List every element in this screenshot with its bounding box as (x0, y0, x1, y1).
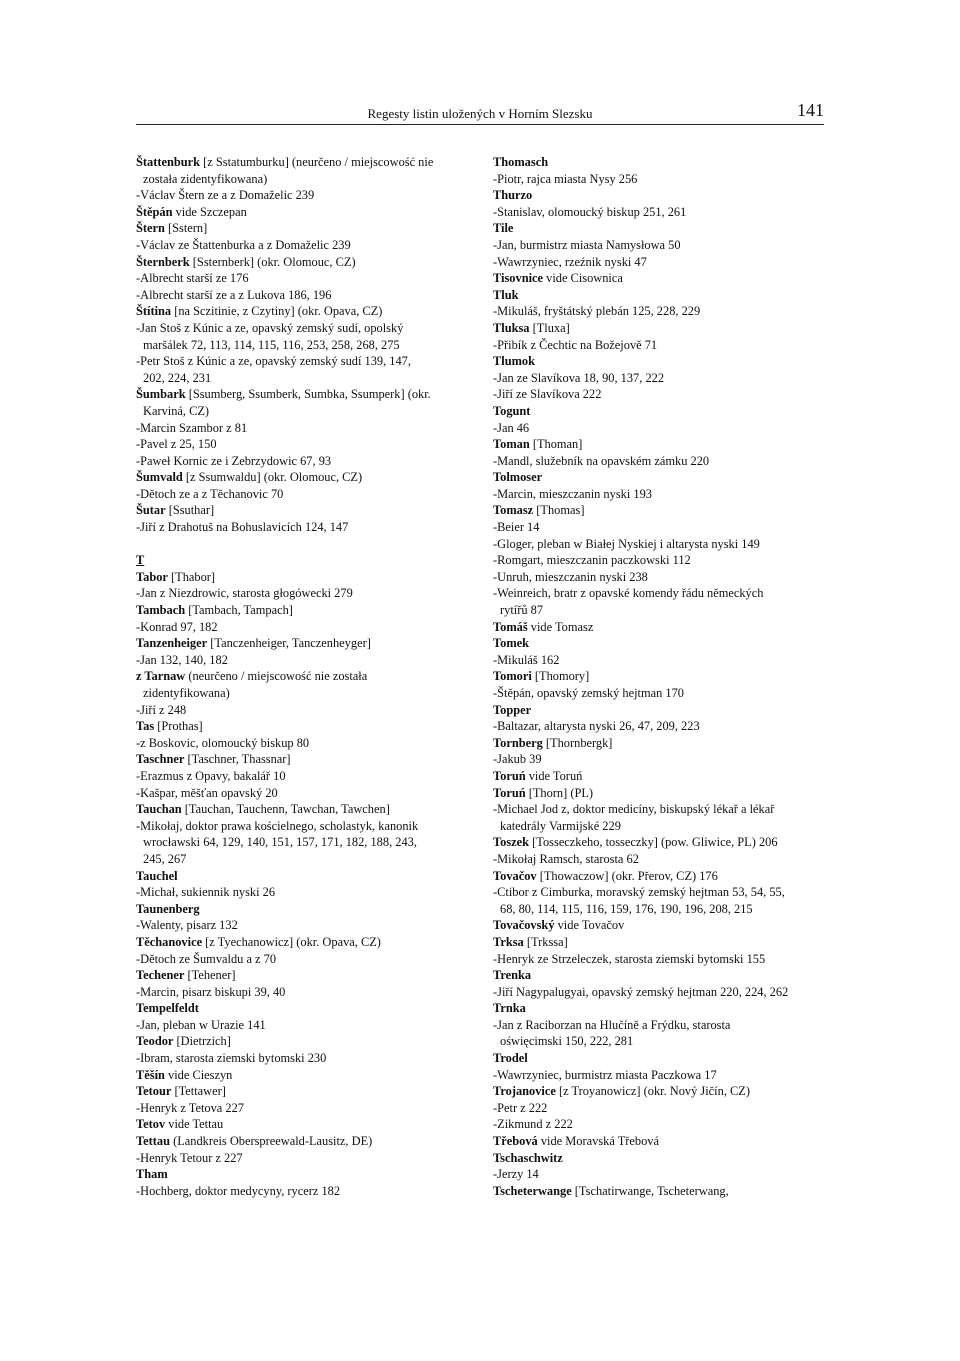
entry-text: -Jan z Raciborzan na Hlučíně a Frýdku, starosta (493, 1017, 731, 1032)
entry-text: [Prothas] (154, 719, 203, 734)
index-entry-heading-line (493, 220, 827, 237)
entry-text: -Erazmus z Opavy, bakalář 10 (136, 768, 286, 783)
index-entry-line (493, 585, 827, 602)
entry-text: vide Cieszyn (164, 1067, 233, 1082)
index-entry-line (493, 337, 827, 354)
index-entry-line (136, 403, 476, 420)
index-entry-line (493, 519, 827, 536)
headword: Tscheterwange (493, 1183, 572, 1198)
entry-text: [z Tyechanowicz] (okr. Opava, CZ) (202, 934, 381, 949)
headword: Těšín (136, 1067, 165, 1082)
entry-text: -Mikołaj Ramsch, starosta 62 (493, 851, 639, 866)
index-entry-heading-line (136, 569, 476, 586)
headword: Tomori (493, 669, 532, 684)
index-entry-line (136, 320, 476, 337)
index-entry-heading-line (136, 1133, 476, 1150)
index-entry-heading-line (493, 469, 827, 486)
entry-text: -Zikmund z 222 (493, 1117, 573, 1132)
entry-text: [Tettawer] (171, 1084, 226, 1099)
entry-text: vide Tomasz (527, 619, 594, 634)
index-entry-line (136, 486, 476, 503)
entry-text: -Mandl, služebník na opavském zámku 220 (493, 453, 710, 468)
entry-text: -Přibík z Čechtic na Božejově 71 (493, 337, 658, 352)
entry-text: [Ssumberg, Ssumberk, Sumbka, Ssumperk] (okr. (185, 387, 431, 402)
entry-text: [z Sstatumburku] (neurčeno / miejscowość nie (200, 155, 434, 169)
index-entry-line (493, 171, 827, 188)
entry-text: -Romgart, mieszczanin paczkowski 112 (493, 553, 691, 568)
entry-text: -Wawrzyniec, burmistrz miasta Paczkowa 17 (493, 1067, 717, 1082)
index-entry-line (136, 735, 476, 752)
index-entry-line (136, 834, 476, 851)
entry-text: vide Tovačov (554, 918, 625, 933)
headword: Štítina (136, 304, 172, 319)
headword: Techener (136, 968, 185, 983)
index-entry-line (493, 884, 827, 901)
headword: Tornberg (493, 735, 543, 750)
headword: Trnka (493, 1001, 526, 1016)
entry-text: -Jiří z 248 (136, 702, 187, 717)
index-entry-heading-line (136, 1067, 476, 1084)
index-entry-line (136, 337, 476, 354)
entry-text: -Jan Stoš z Kúnic a ze, opavský zemský sudí, opolský (136, 320, 404, 335)
entry-text: -Henryk z Tetova 227 (136, 1100, 244, 1115)
index-entry-heading-line (493, 1083, 827, 1100)
entry-text: -Václav ze Štattenburka a z Domaželic 239 (136, 237, 351, 252)
page-number: 141 (797, 100, 824, 120)
index-entry-line (136, 768, 476, 785)
headword: Tauchan (136, 802, 182, 817)
index-entry-line (493, 652, 827, 669)
headword: Tempelfeldt (136, 1001, 199, 1016)
entry-text: -Dětoch ze Šumvaldu a z 70 (136, 951, 277, 966)
index-entry-heading-line (493, 1050, 827, 1067)
index-entry-line (493, 569, 827, 586)
entry-text: [Dietrzich] (173, 1034, 231, 1049)
entry-text: -Jan ze Slavíkova 18, 90, 137, 222 (493, 370, 665, 385)
index-entry-line (136, 917, 476, 934)
entry-text: [Tambach, Tampach] (185, 603, 293, 618)
entry-text: [Tschatirwange, Tscheterwang, (571, 1183, 729, 1198)
headword: Tabor (136, 569, 168, 584)
entry-text: -Jan 132, 140, 182 (136, 652, 228, 667)
index-entry-heading-line (136, 1083, 476, 1100)
entry-text: -Hochberg, doktor medycyny, rycerz 182 (136, 1183, 341, 1198)
entry-text: [Thornbergk] (542, 735, 613, 750)
entry-text: (neurčeno / miejscowość nie została (185, 669, 368, 684)
headword: Toman (493, 437, 530, 452)
entry-text: -Petr Stoš z Kúnic a ze, opavský zemský sudí 139, 147, (136, 354, 411, 369)
index-entry-heading-line (493, 967, 827, 984)
index-entry-line (136, 652, 476, 669)
entry-text: -Petr z 222 (493, 1100, 548, 1115)
entry-text: -Paweł Kornic ze i Zebrzydowic 67, 93 (136, 453, 332, 468)
index-entry-heading-line (493, 768, 827, 785)
index-entry-heading-line (136, 801, 476, 818)
entry-text: -Jerzy 14 (493, 1167, 539, 1182)
index-entry-line (493, 901, 827, 918)
entry-text: -Michael Jod z, doktor medicíny, biskupský lékař a lékař (493, 802, 775, 817)
index-entry-line (136, 884, 476, 901)
entry-text: [Ssuthar] (165, 503, 215, 518)
entry-text: -Jiří Nagypalugyai, opavský zemský hejtman 220, 224, 262 (493, 984, 789, 999)
headword: Tomáš (493, 619, 528, 634)
entry-text: [Tauchan, Tauchenn, Tawchan, Tawchen] (181, 802, 390, 817)
blank-line (136, 536, 476, 553)
entry-text: [Thomory] (531, 669, 590, 684)
index-entry-line (493, 951, 827, 968)
entry-text: -Mikuláš, fryštátský plebán 125, 228, 229 (493, 304, 701, 319)
entry-text: -Jan z Niezdrowic, starosta głogówecki 279 (136, 586, 353, 601)
index-entry-line (493, 303, 827, 320)
entry-text: 245, 267 (143, 851, 187, 866)
index-entry-heading-line (136, 154, 476, 171)
index-entry-line (136, 1150, 476, 1167)
entry-text: wrocławski 64, 129, 140, 151, 157, 171, 182, 188, 243, (143, 835, 417, 850)
headword: Trodel (493, 1051, 528, 1066)
index-entry-heading-line (136, 254, 476, 271)
entry-text: -Baltazar, altarysta nyski 26, 47, 209, 223 (493, 719, 700, 734)
entry-text: [Thoman] (529, 437, 583, 452)
headword: Štěpán (136, 204, 173, 219)
index-entry-line (136, 287, 476, 304)
entry-text: Karviná, CZ) (143, 403, 210, 418)
entry-text: -Piotr, rajca miasta Nysy 256 (493, 171, 638, 186)
headword: Tham (136, 1167, 168, 1182)
index-entry-line (136, 1100, 476, 1117)
index-entry-line (136, 270, 476, 287)
entry-text: maršálek 72, 113, 114, 115, 116, 253, 258, 268, 275 (143, 337, 400, 352)
index-entry-heading-line (493, 1183, 827, 1200)
entry-text: -Michał, sukiennik nyski 26 (136, 885, 276, 900)
index-entry-line (136, 370, 476, 387)
index-entry-heading-line (493, 353, 827, 370)
entry-text: katedrály Varmijské 229 (500, 818, 621, 833)
entry-text: [Tosseczkeho, tosseczky] (pow. Gliwice, PL) 206 (529, 835, 778, 850)
entry-text: -Wawrzyniec, rzeźnik nyski 47 (493, 254, 647, 269)
index-entry-heading-line (493, 834, 827, 851)
entry-text: -Albrecht starší ze a z Lukova 186, 196 (136, 287, 332, 302)
entry-text: oświęcimski 150, 222, 281 (500, 1034, 634, 1049)
entry-text: [z Troyanowicz] (okr. Nový Jičín, CZ) (555, 1084, 750, 1099)
index-entry-heading-line (493, 187, 827, 204)
index-entry-line (136, 702, 476, 719)
index-entry-line (493, 370, 827, 387)
index-column-left (136, 154, 476, 1199)
index-entry-heading-line (136, 220, 476, 237)
index-entry-heading-line (136, 934, 476, 951)
entry-text: [Tluxa] (529, 320, 570, 335)
index-entry-line (493, 801, 827, 818)
entry-text: -Kašpar, měšťan opavský 20 (136, 785, 278, 800)
entry-text: [Tanczenheiger, Tanczenheyger] (207, 636, 371, 651)
index-entry-heading-line (493, 320, 827, 337)
headword: Teodor (136, 1034, 174, 1049)
entry-text: [Ssternberk] (okr. Olomouc, CZ) (189, 254, 356, 269)
index-entry-line (493, 386, 827, 403)
index-entry-heading-line (136, 303, 476, 320)
headword: Tomek (493, 636, 530, 651)
entry-text: [Tehener] (184, 968, 236, 983)
entry-text: [Taschner, Thassnar] (184, 752, 291, 767)
headword: Tschaschwitz (493, 1150, 563, 1165)
index-entry-line (136, 585, 476, 602)
headword: Tettau (136, 1134, 170, 1149)
entry-text: -Unruh, mieszczanin nyski 238 (493, 569, 648, 584)
index-entry-heading-line (493, 1133, 827, 1150)
headword: Tetour (136, 1084, 172, 1099)
index-entry-heading-line (136, 1000, 476, 1017)
index-entry-line (493, 420, 827, 437)
index-entry-line (493, 237, 827, 254)
entry-text: -Dětoch ze a z Těchanovic 70 (136, 486, 284, 501)
headword: Toruń (493, 785, 526, 800)
index-entry-line (493, 1017, 827, 1034)
entry-text: [na Sczitinie, z Czytiny] (okr. Opava, CZ) (171, 304, 383, 319)
entry-text: (Landkreis Oberspreewald-Lausitz, DE) (169, 1134, 373, 1149)
entry-text: -Marcin, mieszczanin nyski 193 (493, 486, 652, 501)
index-entry-line (136, 353, 476, 370)
headword: Tisovnice (493, 271, 544, 286)
index-column-right (493, 154, 827, 1199)
index-entry-line (136, 453, 476, 470)
entry-text: została zidentyfikowana) (143, 171, 268, 186)
entry-text: -Václav Štern ze a z Domaželic 239 (136, 188, 315, 203)
index-entry-line (136, 1050, 476, 1067)
section-letter: T (136, 553, 145, 568)
index-entry-heading-line (493, 934, 827, 951)
headword: Šumvald (136, 470, 183, 485)
index-entry-line (136, 1017, 476, 1034)
entry-text: vide Moravská Třebová (537, 1134, 659, 1149)
entry-text: [Trkssa] (523, 934, 568, 949)
entry-text: -Jan, pleban w Urazie 141 (136, 1017, 266, 1032)
index-entry-line (136, 851, 476, 868)
index-entry-heading-line (493, 868, 827, 885)
entry-text: -Stanislav, olomoucký biskup 251, 261 (493, 204, 687, 219)
index-entry-line (136, 519, 476, 536)
entry-text: -Weinreich, bratr z opavské komendy řádu německých (493, 586, 764, 601)
index-entry-heading-line (493, 735, 827, 752)
index-entry-line (493, 552, 827, 569)
headword: Tluk (493, 287, 519, 302)
headword: Štern (136, 221, 165, 236)
headword: z Tarnaw (136, 669, 186, 684)
entry-text: -z Boskovic, olomoucký biskup 80 (136, 735, 310, 750)
headword: Tovačov (493, 868, 537, 883)
index-entry-line (493, 984, 827, 1001)
index-entry-heading-line (136, 751, 476, 768)
headword: Tolmoser (493, 470, 543, 485)
index-entry-line (136, 619, 476, 636)
headword: Tambach (136, 603, 186, 618)
index-entry-line (493, 453, 827, 470)
index-entry-line (136, 237, 476, 254)
headword: Třebová (493, 1134, 538, 1149)
index-entry-line (493, 602, 827, 619)
index-entry-heading-line (493, 502, 827, 519)
headword: Těchanovice (136, 934, 203, 949)
headword: Tomasz (493, 503, 534, 518)
index-entry-line (493, 486, 827, 503)
entry-text: -Jan, burmistrz miasta Namysłowa 50 (493, 237, 681, 252)
entry-text: -Mikołaj, doktor prawa kościelnego, scholastyk, kanonik (136, 818, 419, 833)
index-entry-heading-line (136, 901, 476, 918)
headword: Trenka (493, 968, 532, 983)
index-entry-line (136, 187, 476, 204)
index-entry-line (493, 1166, 827, 1183)
entry-text: -Ctibor z Cimburka, moravský zemský hejtman 53, 54, 55, (493, 885, 785, 900)
running-title: Regesty listin uložených v Horním Slezsku (367, 106, 593, 121)
entry-text: -Gloger, pleban w Białej Nyskiej i altarysta nyski 149 (493, 536, 760, 551)
index-entry-line (493, 1033, 827, 1050)
headword: Tile (493, 221, 514, 236)
headword: Togunt (493, 403, 531, 418)
entry-text: -Konrad 97, 182 (136, 619, 218, 634)
index-entry-line (136, 685, 476, 702)
headword: Topper (493, 702, 532, 717)
index-entry-heading-line (493, 1000, 827, 1017)
index-entry-heading-line (493, 436, 827, 453)
entry-text: -Jiří ze Slavíkova 222 (493, 387, 602, 402)
entry-text: [Sstern] (164, 221, 208, 236)
entry-text: 68, 80, 114, 115, 116, 159, 176, 190, 196, 208, 215 (500, 901, 753, 916)
entry-text: -Walenty, pisarz 132 (136, 918, 238, 933)
headword: Trojanovice (493, 1084, 556, 1099)
index-entry-line (136, 420, 476, 437)
index-entry-heading-line (136, 1166, 476, 1183)
page-header (136, 100, 824, 125)
index-entry-line (136, 951, 476, 968)
headword: Toruń (493, 768, 526, 783)
entry-text: -Jiří z Drahotuš na Bohuslavicích 124, 147 (136, 520, 349, 535)
entry-text: zidentyfikowana) (143, 686, 230, 700)
entry-text: -Mikuláš 162 (493, 652, 560, 667)
entry-text: -Beier 14 (493, 520, 540, 535)
index-entry-line (136, 171, 476, 188)
index-entry-line (493, 1100, 827, 1117)
entry-text: vide Tettau (165, 1117, 224, 1132)
entry-text: -Ibram, starosta ziemski bytomski 230 (136, 1051, 327, 1066)
index-entry-heading-line (136, 668, 476, 685)
headword: Tluksa (493, 320, 530, 335)
index-entry-heading-line (493, 1150, 827, 1167)
index-entry-heading-line (493, 917, 827, 934)
index-entry-heading-line (136, 718, 476, 735)
index-entry-heading-line (136, 967, 476, 984)
index-entry-heading-line (136, 502, 476, 519)
index-entry-line (136, 785, 476, 802)
headword: Šumbark (136, 387, 186, 402)
index-entry-heading-line (493, 270, 827, 287)
headword: Tlumok (493, 354, 536, 369)
index-entry-line (493, 685, 827, 702)
entry-text: -Marcin, pisarz biskupi 39, 40 (136, 984, 286, 999)
headword: Trksa (493, 934, 524, 949)
index-entry-heading-line (493, 154, 827, 171)
headword: Šternberk (136, 254, 190, 269)
index-entry-heading-line (136, 1116, 476, 1133)
entry-text: -Marcin Szambor z 81 (136, 420, 248, 435)
headword: Tas (136, 719, 155, 734)
entry-text: 202, 224, 231 (143, 370, 212, 385)
headword: Šutar (136, 503, 166, 518)
entry-text: -Henryk Tetour z 227 (136, 1150, 243, 1165)
entry-text: rytířů 87 (500, 603, 544, 618)
index-entry-heading-line (136, 386, 476, 403)
entry-text: -Pavel z 25, 150 (136, 437, 217, 452)
index-entry-line (493, 254, 827, 271)
entry-text: [Thowaczow] (okr. Přerov, CZ) 176 (536, 868, 718, 883)
index-entry-heading-line (493, 619, 827, 636)
entry-text: -Jakub 39 (493, 752, 542, 767)
index-entry-line (493, 1116, 827, 1133)
index-entry-line (493, 751, 827, 768)
index-entry-heading-line (493, 635, 827, 652)
entry-text: [Thorn] (PL) (525, 785, 594, 800)
headword: Tovačovský (493, 918, 555, 933)
headword: Taunenberg (136, 901, 200, 916)
headword: Thomasch (493, 155, 549, 169)
headword: Tanzenheiger (136, 636, 208, 651)
index-entry-line (493, 718, 827, 735)
headword: Taschner (136, 752, 185, 767)
entry-text: [z Ssumwaldu] (okr. Olomouc, CZ) (182, 470, 363, 485)
headword: Tetov (136, 1117, 166, 1132)
index-entry-heading-line (136, 469, 476, 486)
entry-text: vide Cisownica (543, 271, 623, 286)
index-entry-line (493, 204, 827, 221)
index-entry-line (136, 984, 476, 1001)
index-entry-heading-line (136, 868, 476, 885)
index-entry-heading-line (493, 785, 827, 802)
headword: Štattenburk (136, 155, 201, 169)
headword: Tauchel (136, 868, 178, 883)
index-entry-heading-line (136, 204, 476, 221)
entry-text: vide Toruń (525, 768, 583, 783)
entry-text: -Štěpán, opavský zemský hejtman 170 (493, 686, 684, 700)
index-entry-heading-line (493, 702, 827, 719)
index-entry-heading-line (493, 403, 827, 420)
index-entry-line (136, 1183, 476, 1200)
entry-text: -Henryk ze Strzeleczek, starosta ziemski bytomski 155 (493, 951, 766, 966)
entry-text: -Albrecht starší ze 176 (136, 271, 249, 286)
index-entry-line (136, 436, 476, 453)
entry-text: [Thomas] (533, 503, 585, 518)
entry-text: -Jan 46 (493, 420, 530, 435)
index-entry-line (493, 536, 827, 553)
index-entry-line (136, 818, 476, 835)
index-entry-line (493, 818, 827, 835)
entry-text: vide Szczepan (172, 204, 247, 219)
entry-text: [Thabor] (167, 569, 216, 584)
index-entry-heading-line (136, 602, 476, 619)
headword: Thurzo (493, 188, 533, 203)
index-entry-heading-line (136, 635, 476, 652)
index-entry-heading-line (493, 287, 827, 304)
index-entry-heading-line (493, 668, 827, 685)
headword: Toszek (493, 835, 530, 850)
index-entry-heading-line (136, 1033, 476, 1050)
index-entry-line (493, 851, 827, 868)
index-entry-line (493, 1067, 827, 1084)
